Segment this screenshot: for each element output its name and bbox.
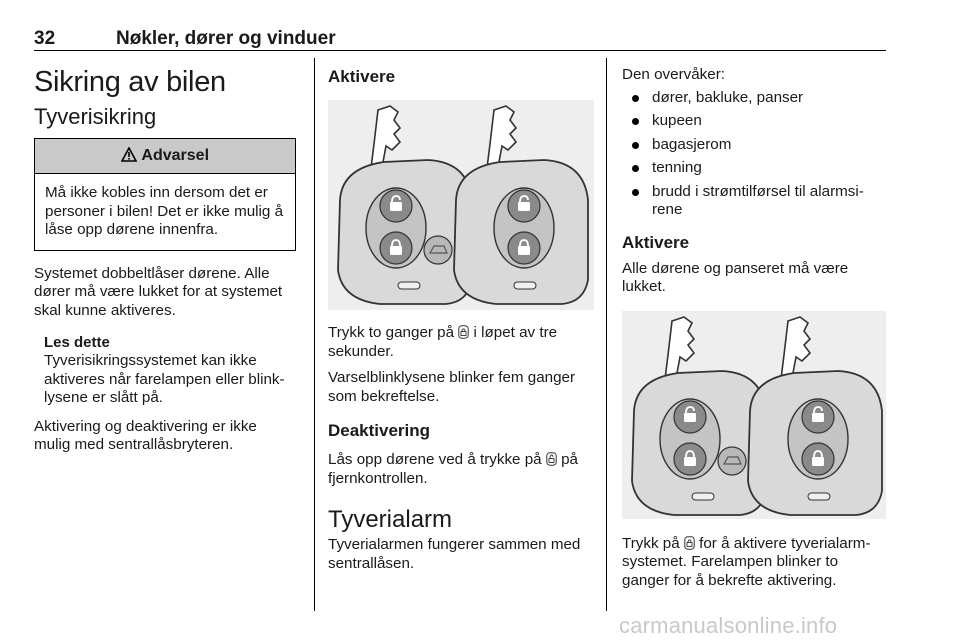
paragraph: Lås opp dørene ved å trykke på på fjernkontrollen. [328, 451, 578, 487]
paragraph: Den overvåker: [622, 66, 725, 83]
remote-keys-illustration [328, 100, 594, 310]
list-item: bagasjerom [622, 136, 886, 155]
remote-key-left [632, 317, 766, 515]
column-left [34, 58, 296, 455]
paragraph: Varselblinklysene blinker fem ganger som bekreftelse. [328, 369, 576, 405]
watermark: carmanualsonline.info [619, 613, 838, 638]
warning-text: Må ikke kobles inn dersom det er personer i bilen! Det er ikke mulig å låse opp dørene innenfra. [45, 184, 284, 238]
warning-triangle-icon [121, 147, 137, 162]
unlock-button-icon [546, 450, 557, 466]
paragraph: Tyverialarmen fungerer sammen med sentrallåsen. [328, 536, 581, 572]
remote-key-right [454, 106, 588, 304]
column-middle [328, 58, 594, 573]
paragraph: Trykk to ganger på i løpet av tre sekunder. [328, 324, 558, 360]
chapter-title: Nøkler, dører og vinduer [116, 28, 336, 49]
page-header [34, 26, 886, 51]
warning-title: Advarsel [141, 147, 210, 164]
column-right [622, 58, 886, 590]
subsection-title: Tyverisikring [34, 104, 157, 129]
subheading-deactivate: Deaktivering [328, 421, 431, 440]
column-divider [606, 58, 607, 611]
lock-button-icon [684, 536, 695, 550]
list-item: brudd i strømtilførsel til alarmsi-rene [622, 183, 886, 220]
note-text: Tyverisikringssystemet kan ikke aktiveres når farelampen eller blink-lysene er slått på. [44, 352, 285, 406]
column-divider [314, 58, 315, 611]
paragraph: Aktivering og deaktivering er ikke mulig med sentrallåsbryteren. [34, 417, 257, 453]
remote-keys-illustration [622, 311, 886, 519]
list-item: dører, bakluke, panser [622, 89, 886, 108]
page-number: 32 [34, 28, 56, 49]
monitor-list [622, 89, 886, 220]
paragraph: Alle dørene og panseret må være lukket. [622, 259, 849, 295]
subheading-activate-alarm: Aktivere [622, 232, 690, 252]
subheading-activate: Aktivere [328, 67, 396, 86]
list-item: tenning [622, 159, 886, 178]
paragraph: Systemet dobbeltlåser dørene. Alle dører må være lukket for at systemet skal kunne aktiveres. [34, 264, 283, 319]
remote-key-left [338, 106, 472, 304]
warning-box [34, 138, 296, 251]
warning-header [35, 139, 295, 174]
note-title: Les dette [44, 334, 110, 351]
paragraph: Trykk på for å aktivere tyverialarm-systemet. Farelampen blinker to ganger for å bekrefte aktivering. [622, 534, 871, 589]
section-title: Sikring av bilen [34, 66, 226, 98]
remote-key-right [748, 317, 882, 515]
note-box [44, 334, 296, 408]
list-item: kupeen [622, 112, 886, 131]
lock-button-icon [458, 325, 469, 339]
section-title-alarm: Tyverialarm [328, 506, 453, 533]
